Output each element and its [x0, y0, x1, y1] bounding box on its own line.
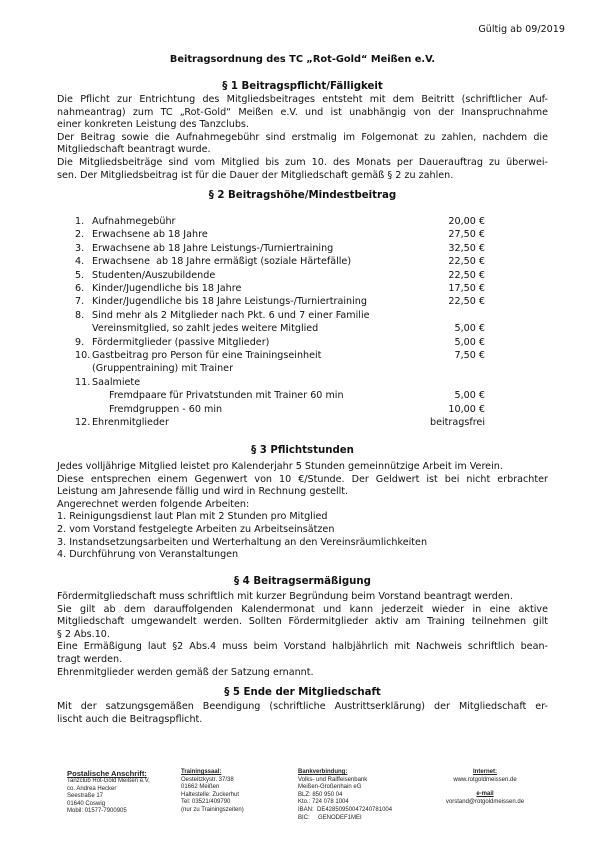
item-number: 5. [75, 269, 85, 281]
item-amount: 5,00 € [454, 336, 485, 348]
item-number: 10. [75, 350, 91, 362]
item-label: Erwachsene ab 18 Jahre [92, 229, 208, 241]
text-line: Mit der satzungsgemäßen Beendigung (schriftliche Austrittserklärung) der Mitgliedschaft er- [57, 701, 548, 712]
item-amount: 5,00 € [454, 323, 485, 335]
text-line: Ehrenmitglieder werden gemäß der Satzung ernannt. [57, 666, 314, 678]
bank-heading: Bankverbindung: [298, 769, 348, 775]
footer-line: BLZ: 850 950 04 [298, 791, 343, 798]
text-line: 1. Reinigungsdienst laut Plan mit 2 Stunden pro Mitglied [57, 511, 328, 523]
item-number: 1. [75, 216, 85, 227]
fee-item [75, 416, 485, 429]
item-label: Fremdgruppen - 60 min [109, 403, 223, 415]
text-line: 3. Instandsetzungsarbeiten und Werterhaltung an den Vereinsräumlichkeiten [57, 536, 428, 548]
text-line: Mitgliedschaft beantragt wurde. [57, 144, 211, 156]
item-label: Fördermitglieder (passive Mitglieder) [92, 336, 270, 348]
email-link[interactable]: vorstand@rotgoldmeissen.de [445, 798, 525, 805]
fee-item [75, 403, 485, 416]
item-label: Kinder/Jugendliche bis 18 Jahre [92, 283, 242, 295]
fee-item [75, 362, 485, 375]
item-label: Fremdpaare für Privatstunden mit Trainer 60 min [109, 390, 344, 402]
item-number [75, 389, 92, 402]
item-amount: 7,50 € [454, 350, 485, 362]
footer-line: Oesteitzkystr. 37/38 [181, 776, 234, 783]
text-line: Sie gilt ab dem darauffolgenden Kalendermonat und kann jederzeit wieder in eine aktive [57, 603, 548, 615]
fee-item [75, 228, 485, 241]
email-heading: e-mail [476, 791, 494, 798]
text-line: 4. Durchführung von Veranstaltungen [57, 549, 239, 561]
item-number: 11. [75, 376, 91, 388]
item-amount: 22,50 € [448, 269, 485, 281]
section-2-heading: § 2 Beitragshöhe/Mindestbeitrag [208, 190, 397, 201]
item-number: 3. [75, 242, 85, 254]
item-label: Sind mehr als 2 Mitglieder nach Pkt. 6 und 7 einer Familie [92, 309, 370, 321]
footer-line: 01640 Coswig [67, 800, 106, 807]
item-label: Erwachsene ab 18 Jahre ermäßigt (soziale Härtefälle) [92, 256, 352, 268]
item-label: Vereinsmitglied, so zahlt jedes weitere Mitglied [92, 323, 319, 335]
text-line: Eine Ermäßigung laut §2 Abs.4 muss beim Vorstand halbjährlich mit Nachweis schriftlich bean- [57, 641, 548, 653]
footer-line: Seestraße 17 [67, 793, 104, 800]
item-label: Studenten/Auszubildende [92, 269, 216, 281]
footer-bank-details [298, 769, 392, 822]
item-amount: 17,50 € [448, 283, 485, 295]
item-label: Gastbeitrag pro Person für eine Trainingseinheit [92, 350, 322, 362]
text-line: sen. Der Mitgliedsbeitrag ist für die Dauer der Mitgliedschaft gemäß § 2 zu zahlen. [57, 169, 454, 181]
item-label: Aufnahmegebühr [92, 216, 176, 227]
text-line: Angerechnet werden folgende Arbeiten: [57, 498, 250, 510]
item-number: 2. [75, 229, 85, 241]
item-amount: 22,50 € [448, 296, 485, 308]
fee-item [75, 295, 485, 308]
fee-item [75, 215, 485, 228]
item-amount: 27,50 € [448, 229, 485, 241]
item-number: 6. [75, 283, 85, 295]
text-line: Der Beitrag sowie die Aufnahmegebühr sind erstmalig im Folgemonat zu zahlen, nachdem die [57, 131, 548, 143]
section-3-heading: § 3 Pflichtstunden [251, 445, 354, 456]
hall-heading: Trainingssaal: [181, 769, 222, 775]
item-number: 4. [75, 256, 85, 268]
item-number: 12. [75, 417, 91, 429]
item-number: 8. [75, 309, 85, 321]
item-number: 7. [75, 296, 85, 308]
footer-line: Haltestelle: Zuckerhut [181, 791, 240, 798]
postal-heading: Postalische Anschrift: [67, 769, 147, 778]
fee-item [75, 255, 485, 268]
section-4-text [57, 591, 548, 679]
document-title: Beitragsordnung des TC „Rot-Gold“ Meißen e.V. [169, 54, 436, 65]
text-line: § 2 Abs.10. [57, 628, 110, 640]
text-line: Mitgliedschaft umgewandelt werden. Sollten Fördermitglieder aktiv am Training teilnehmen gilt [57, 616, 548, 628]
text-line: einer konkreten Leistung des Tanzclubs. [57, 119, 249, 131]
item-amount: 22,50 € [448, 256, 485, 268]
fee-item [75, 336, 485, 349]
item-label: Erwachsene ab 18 Jahre Leistungs-/Turniertraining [92, 242, 334, 254]
footer-line: Kto.: 724 078 1004 [298, 799, 349, 806]
validity-date: Gültig ab 09/2019 [478, 24, 565, 35]
text-line: 2. vom Vorstand festgelegte Arbeiten zu Arbeitseinsätzen [57, 523, 335, 535]
section-4-heading: § 4 Beitragsermäßigung [234, 576, 371, 587]
footer-contact [430, 769, 540, 806]
fee-item [75, 242, 485, 255]
footer-line: Volks- und Raiffeisenbank [298, 776, 368, 783]
section-5-text [57, 701, 548, 726]
item-number [75, 322, 92, 335]
text-line: Die Mitgliedsbeiträge sind vom Mitglied bis zum 10. des Monats per Dauerauftrag zu überwei- [57, 156, 548, 168]
text-line: tragt werden. [57, 653, 123, 665]
fee-item [75, 389, 485, 402]
text-line: Diese entsprechen einem Gegenwert von 10 €/Stunde. Der Geldwert ist bei nicht erbrachter [57, 473, 548, 485]
footer-line: Tanzclub Rot-Gold Meißen e.V, [67, 778, 150, 784]
fee-item [75, 376, 485, 389]
fee-item [75, 309, 485, 322]
section-1-heading: § 1 Beitragspflicht/Fälligkeit [222, 81, 383, 92]
fee-list [75, 215, 485, 430]
item-number [75, 403, 92, 416]
item-label: Ehrenmitglieder [92, 417, 169, 429]
fee-item [75, 282, 485, 295]
item-amount [425, 362, 485, 375]
item-label: Kinder/Jugendliche bis 18 Jahre Leistungs-/Turniertraining [92, 296, 367, 308]
footer-line: co. Andrea Hecker [67, 785, 117, 792]
item-number [75, 362, 92, 375]
text-line: Leistung am Jahresende fällig und wird in Rechnung gestellt. [57, 486, 349, 498]
item-label: Saalmiete [92, 376, 141, 388]
text-line: nahmeantrag) zum TC „Rot-Gold“ Meißen e.V. und ist unabhängig von der Inanspruchnahme [57, 106, 548, 118]
item-amount: 32,50 € [448, 242, 485, 254]
footer-line: BIC: GENODEF1MEI [298, 814, 362, 821]
footer-line: Tel: 03521/409790 [181, 799, 231, 806]
footer-training-hall [181, 769, 244, 815]
item-number: 9. [75, 336, 85, 348]
item-amount: 5,00 € [454, 390, 485, 402]
footer-line: 01662 Meißen [181, 784, 220, 791]
item-label: (Gruppentraining) mit Trainer [92, 363, 234, 375]
text-line: Jedes volljährige Mitglied leistet pro Kalenderjahr 5 Stunden gemeinnützige Arbeit im Verein. [57, 461, 503, 472]
fee-item [75, 322, 485, 335]
text-line: Fördermitgliedschaft muss schriftlich mit kurzer Begründung beim Vorstand beantragt werden. [57, 591, 513, 602]
internet-heading: Internet: [473, 769, 497, 775]
text-line: Die Pflicht zur Entrichtung des Mitgliedsbeitrages entsteht mit dem Beitritt (schriftlicher Auf- [57, 94, 548, 105]
footer-line: Meißen-Großenhain eG [298, 784, 362, 791]
item-amount: beitragsfrei [429, 417, 485, 429]
section-1-text [57, 94, 548, 182]
item-amount [425, 376, 485, 389]
item-amount: 20,00 € [448, 216, 485, 227]
footer-postal-address [67, 769, 150, 816]
website-link[interactable]: www.rotgoldmeissen.de [453, 776, 517, 783]
fee-item [75, 349, 485, 362]
fee-item [75, 269, 485, 282]
footer-line: (nur zu Trainingszeiten) [181, 806, 244, 813]
section-3-text [57, 461, 548, 562]
item-amount: 10,00 € [448, 403, 485, 415]
footer-line: Mobil: 01577-7900905 [67, 808, 127, 815]
item-amount [425, 309, 485, 322]
footer-line: IBAN: DE42850950047240781004 [298, 806, 393, 813]
section-5-heading: § 5 Ende der Mitgliedschaft [224, 687, 381, 698]
text-line: lischt auch die Beitragspflicht. [57, 713, 203, 725]
